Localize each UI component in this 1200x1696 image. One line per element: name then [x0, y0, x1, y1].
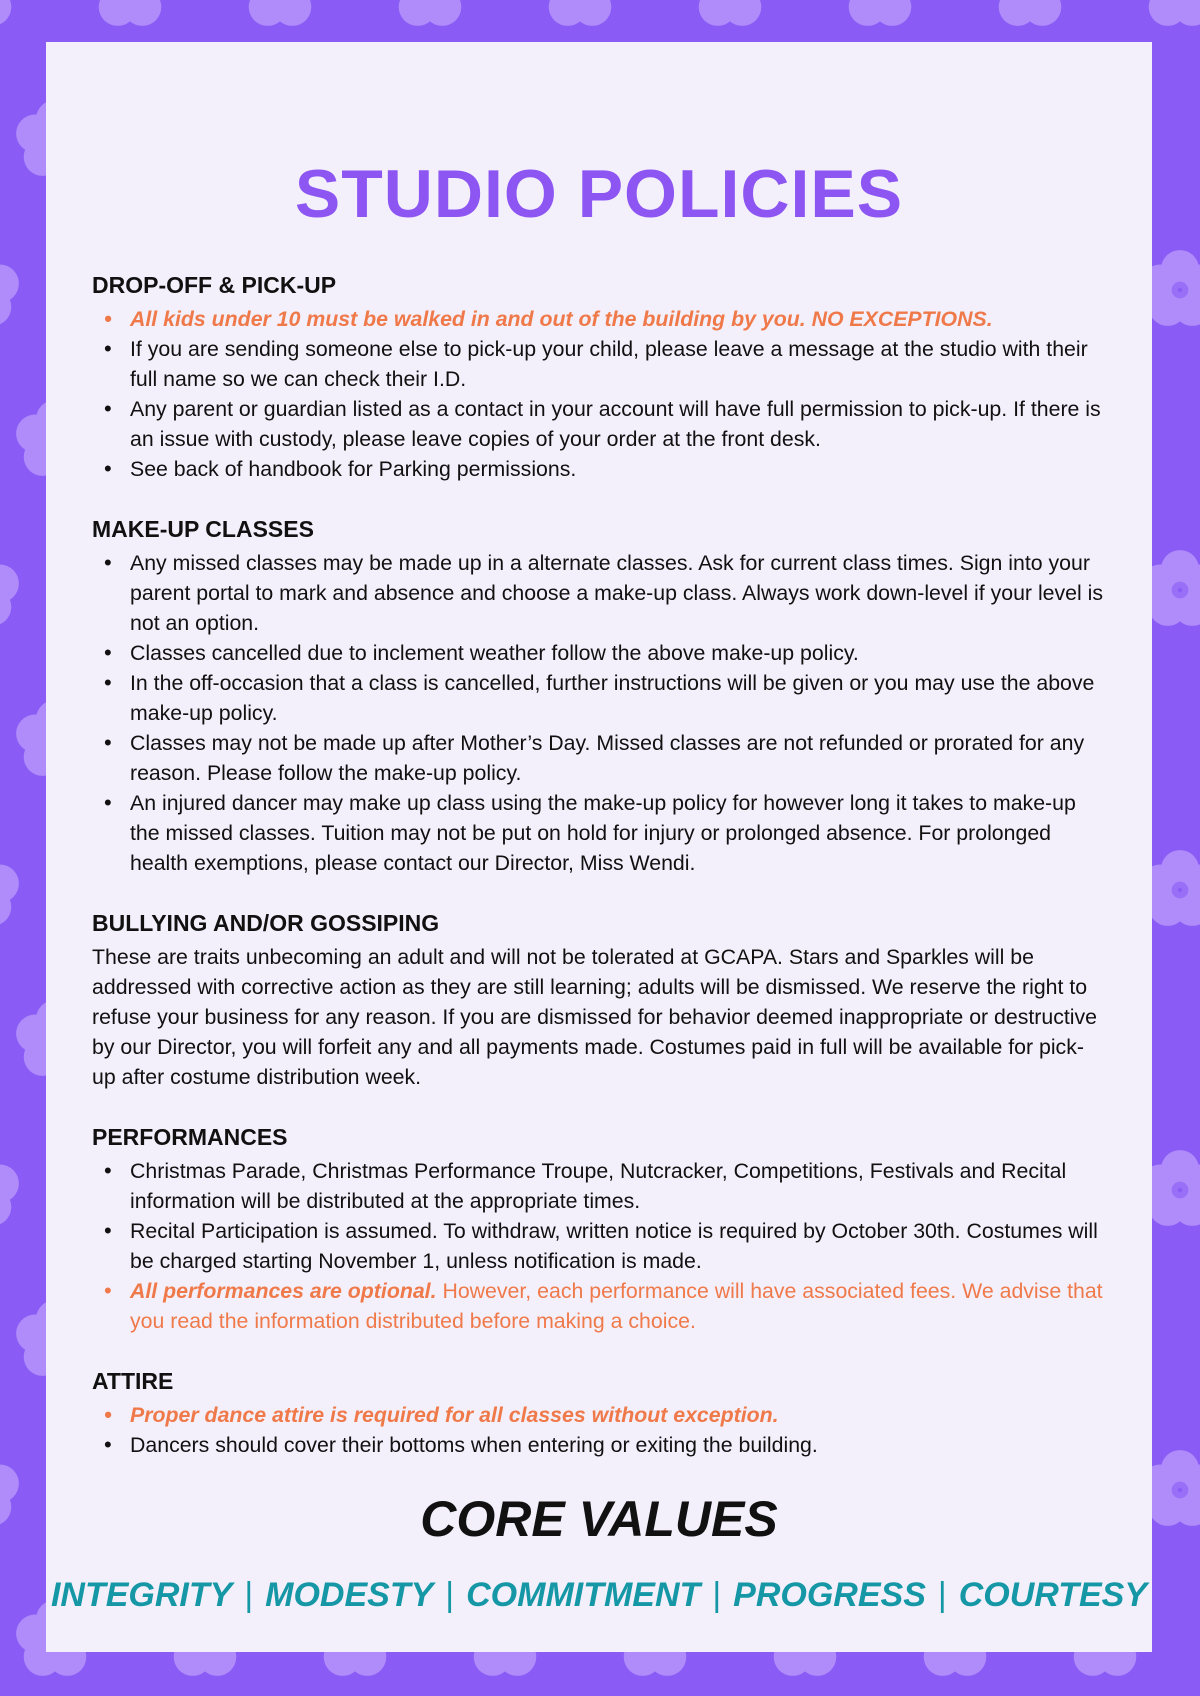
list-item: [130, 1276, 1106, 1336]
section-bullying-gossiping: [92, 908, 1106, 1092]
list-item: • See back of handbook for Parking permissions.: [130, 454, 1106, 484]
core-value: INTEGRITY: [50, 1576, 233, 1614]
section-heading: MAKE-UP CLASSES: [92, 516, 314, 542]
section-dropoff-pickup: [92, 270, 1106, 484]
core-value: COURTESY: [958, 1576, 1148, 1614]
list-item: • If you are sending someone else to pick-up your child, please leave a message at the studio with their full name so we can check their I.D.: [130, 334, 1106, 394]
section-performances: [92, 1122, 1106, 1336]
section-heading: PERFORMANCES: [92, 1124, 288, 1150]
list-item: • Any missed classes may be made up in a alternate classes. Ask for current class times. Sign into your parent portal to mark and absence and choose a make-up class. Always work down-level if your level is not an option.: [130, 548, 1106, 638]
value-separator: |: [244, 1576, 254, 1614]
flower-icon: [0, 0, 19, 26]
flower-icon: [391, 0, 469, 26]
list-item: • Classes cancelled due to inclement weather follow the above make-up policy.: [130, 638, 1106, 668]
flower-icon: [0, 1150, 19, 1226]
section-heading: ATTIRE: [92, 1368, 174, 1394]
list-item: • An injured dancer may make up class using the make-up policy for however long it takes to make-up the missed classes. Tuition may not be put on hold for injury or prolonged absence. For prolonged health exemptions, please contact our Director, Miss Wendi.: [130, 788, 1106, 878]
list-item: • In the off-occasion that a class is cancelled, further instructions will be given or you may use the above make-up policy.: [130, 668, 1106, 728]
flower-icon: [841, 0, 919, 26]
core-values-list: [46, 1578, 1152, 1612]
bullet-list: [92, 548, 1106, 878]
section-attire: [92, 1366, 1106, 1460]
flower-icon: [241, 0, 319, 26]
policy-sheet: [46, 42, 1152, 1652]
core-value: MODESTY: [265, 1576, 434, 1614]
accent-rest-text: However, each performance will have associated fees. We advise that you read the information distributed before making a choice.: [130, 1279, 1103, 1333]
list-item: • Christmas Parade, Christmas Performance Troupe, Nutcracker, Competitions, Festivals and Recital information will be distributed at the appropriate times.: [130, 1156, 1106, 1216]
section-heading: BULLYING AND/OR GOSSIPING: [92, 910, 440, 936]
list-item: • Any parent or guardian listed as a contact in your account will have full permission to pick-up. If there is an issue with custody, please leave copies of your order at the front desk.: [130, 394, 1106, 454]
list-item: • Classes may not be made up after Mother’s Day. Missed classes are not refunded or prorated for any reason. Please follow the make-up policy.: [130, 728, 1106, 788]
flower-icon: [991, 0, 1069, 26]
bullet-list: [92, 1400, 1106, 1460]
section-paragraph: These are traits unbecoming an adult and will not be tolerated at GCAPA. Stars and Sparkles will be addressed with corrective action as they are still learning; adults will be dismissed. We reserve the right to refuse your business for any reason. If you are dismissed for behavior deemed inappropriate or destructive by our Director, you will forfeit any and all payments made. Costumes paid in full will be available for pick-up after costume distribution week.: [92, 945, 1098, 1089]
value-separator: |: [712, 1576, 722, 1614]
flower-icon: [1141, 0, 1200, 26]
list-item: • Recital Participation is assumed. To withdraw, written notice is required by October 30th. Costumes will be charged starting November 1, unless notification is made.: [130, 1216, 1106, 1276]
flower-icon: [0, 250, 19, 326]
flower-icon: [0, 850, 19, 926]
list-item: • Proper dance attire is required for all classes without exception.: [130, 1400, 1106, 1430]
flower-icon: [0, 550, 19, 626]
core-values-title: CORE VALUES: [420, 1491, 778, 1547]
core-value: COMMITMENT: [466, 1576, 701, 1614]
flower-icon: [0, 1450, 19, 1526]
page-title: STUDIO POLICIES: [294, 156, 904, 232]
list-item: • Dancers should cover their bottoms when entering or exiting the building.: [130, 1430, 1106, 1460]
value-separator: |: [937, 1576, 947, 1614]
bullet-list: [92, 1156, 1106, 1336]
section-makeup-classes: [92, 514, 1106, 878]
flower-icon: [691, 0, 769, 26]
bullet-list: [92, 304, 1106, 484]
list-item: • All kids under 10 must be walked in and out of the building by you. NO EXCEPTIONS.: [130, 304, 1106, 334]
flower-icon: [541, 0, 619, 26]
flower-icon: [91, 0, 169, 26]
core-value: PROGRESS: [733, 1576, 926, 1614]
value-separator: |: [445, 1576, 455, 1614]
section-heading: DROP-OFF & PICK-UP: [92, 272, 337, 298]
policy-content: [92, 270, 1106, 1490]
accent-lead-text: All performances are optional.: [130, 1279, 437, 1303]
